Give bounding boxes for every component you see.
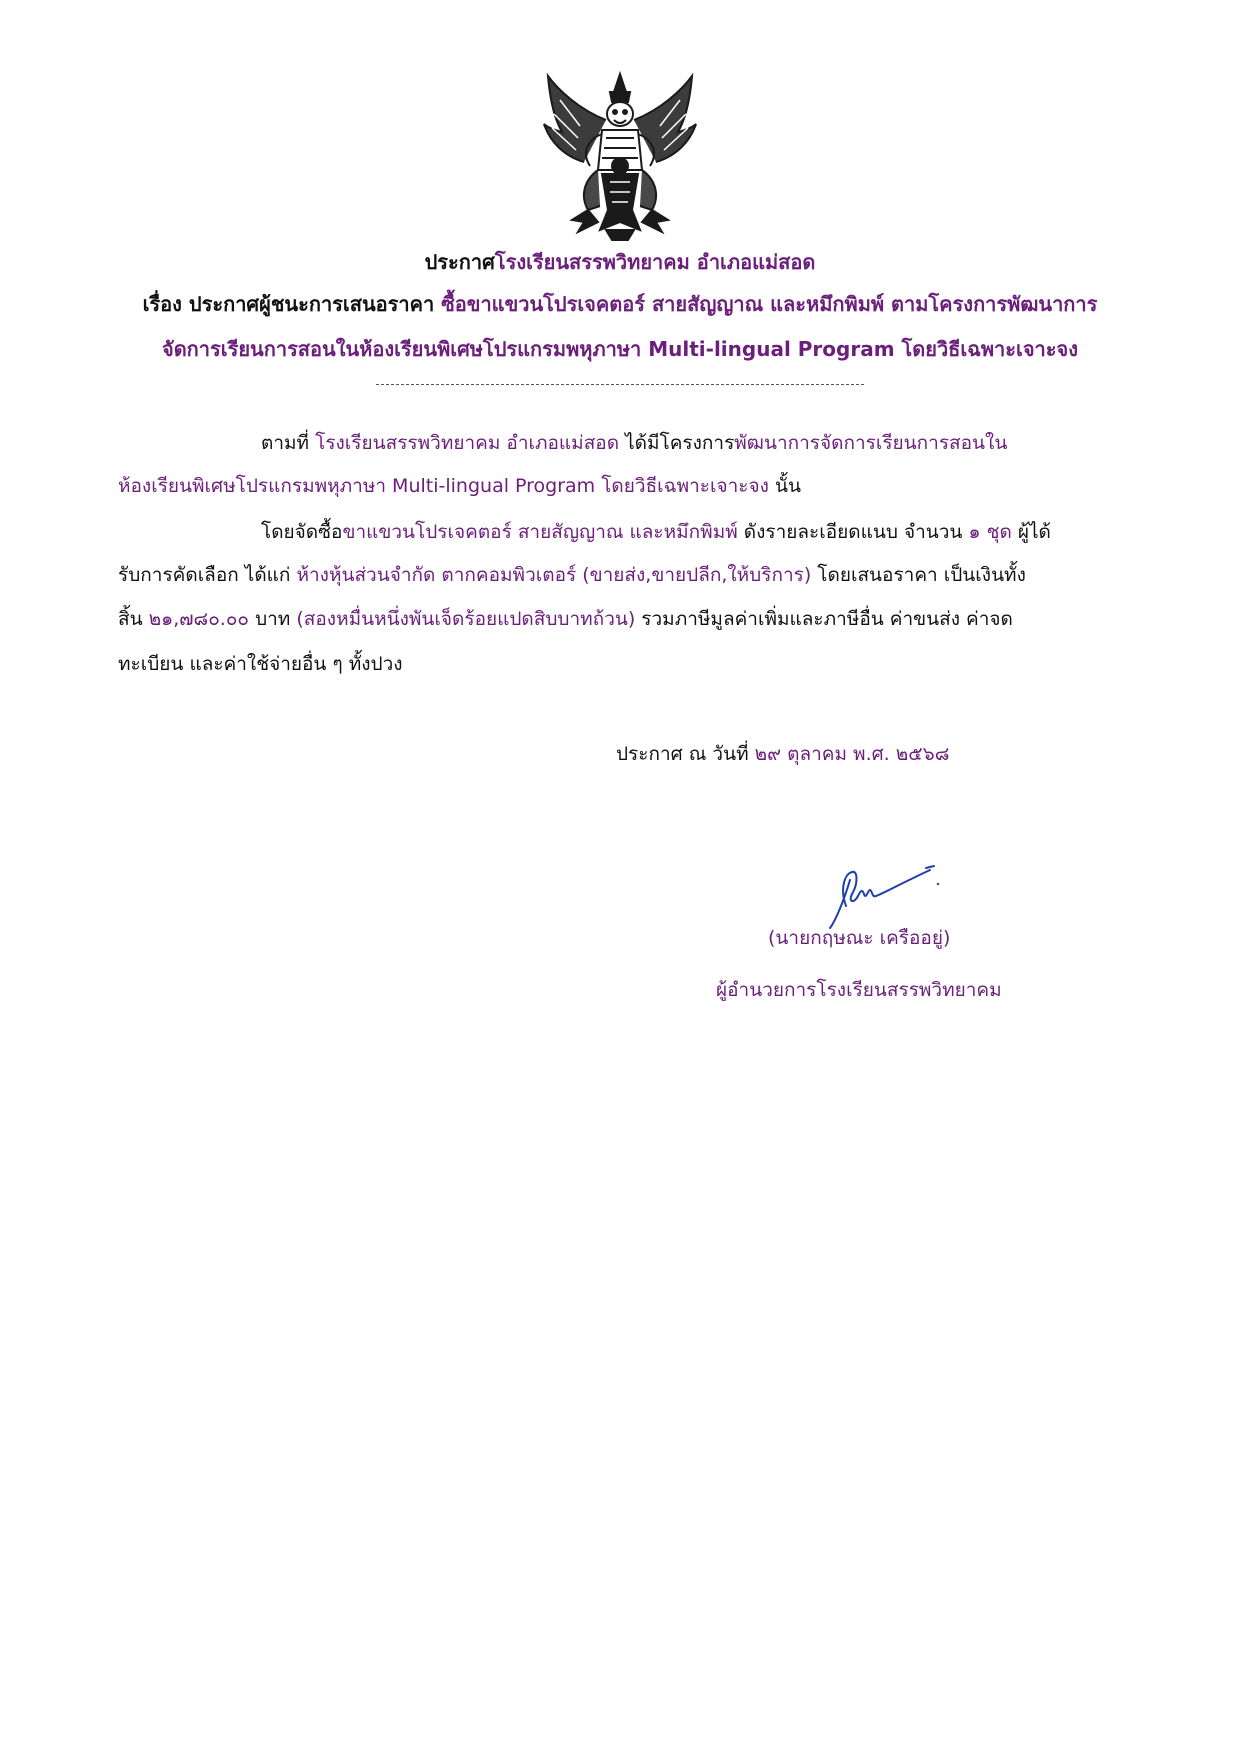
body-text: บาท — [249, 608, 297, 630]
body-highlight: ขาแขวนโปรเจคตอร์ สายสัญญาณ และหมึกพิมพ์ — [342, 521, 738, 543]
body-text: ผู้ได้ — [1011, 521, 1051, 543]
body-highlight: ๒๑,๗๘๐.๐๐ — [148, 608, 250, 630]
title-prefix: ประกาศ — [424, 250, 495, 274]
body-line — [118, 605, 1013, 633]
subject-prefix: เรื่อง ประกาศผู้ชนะการเสนอราคา — [142, 292, 442, 316]
handwritten-signature-icon — [810, 850, 950, 930]
subject-line-2: จัดการเรียนการสอนในห้องเรียนพิเศษโปรแกรมพหุภาษา Multi-lingual Program โดยวิธีเฉพาะเจาะจง — [161, 337, 1079, 361]
body-line: ทะเบียน และค่าใช้จ่ายอื่น ๆ ทั้งปวง — [118, 653, 403, 675]
body-text: รับการคัดเลือก ได้แก่ — [118, 564, 297, 586]
body-line — [261, 518, 1051, 546]
body-highlight: ห้องเรียนพิเศษโปรแกรมพหุภาษา Multi-lingual Program โดยวิธีเฉพาะเจาะจง — [118, 475, 769, 497]
body-text: ได้มีโครงการ — [619, 432, 735, 454]
body-highlight: โรงเรียนสรรพวิทยาคม อำเภอแม่สอด — [315, 432, 620, 454]
subject-item: ซื้อขาแขวนโปรเจคตอร์ สายสัญญาณ และหมึกพิมพ์ ตามโครงการพัฒนาการ — [441, 292, 1098, 316]
body-text: สิ้น — [118, 608, 149, 630]
subject-line-1 — [90, 289, 1150, 319]
body-highlight: ห้างหุ้นส่วนจำกัด ตากคอมพิวเตอร์ (ขายส่ง,ขายปลีก,ให้บริการ) — [296, 564, 812, 586]
garuda-emblem-icon — [540, 70, 700, 242]
signer-name: (นายกฤษณะ เครืออยู่) — [768, 927, 951, 949]
body-text: นั้น — [768, 475, 801, 497]
header-divider — [376, 384, 864, 385]
body-text: โดยเสนอราคา เป็นเงินทั้ง — [811, 564, 1026, 586]
body-text: รวมภาษีมูลค่าเพิ่มและภาษีอื่น ค่าขนส่ง ค่าจด — [635, 608, 1013, 630]
announcement-title — [90, 247, 1150, 277]
body-line — [118, 561, 1026, 589]
date-value: ๒๙ ตุลาคม พ.ศ. ๒๕๖๘ — [754, 743, 950, 765]
body-highlight: (สองหมื่นหนึ่งพันเจ็ดร้อยแปดสิบบาทถ้วน) — [296, 608, 636, 630]
body-text: โดยจัดซื้อ — [261, 521, 343, 543]
body-line — [118, 472, 801, 500]
body-highlight: พัฒนาการจัดการเรียนการสอนใน — [734, 432, 1008, 454]
body-line — [261, 429, 1007, 457]
announcement-date — [616, 740, 949, 768]
signer-position: ผู้อำนวยการโรงเรียนสรรพวิทยาคม — [716, 979, 1002, 1001]
school-name: โรงเรียนสรรพวิทยาคม อำเภอแม่สอด — [494, 250, 816, 274]
body-text: ดังรายละเอียดแนบ จำนวน — [737, 521, 969, 543]
body-highlight: ๑ ชุด — [968, 521, 1012, 543]
body-text: ตามที่ — [261, 432, 316, 454]
date-prefix: ประกาศ ณ วันที่ — [616, 743, 755, 765]
